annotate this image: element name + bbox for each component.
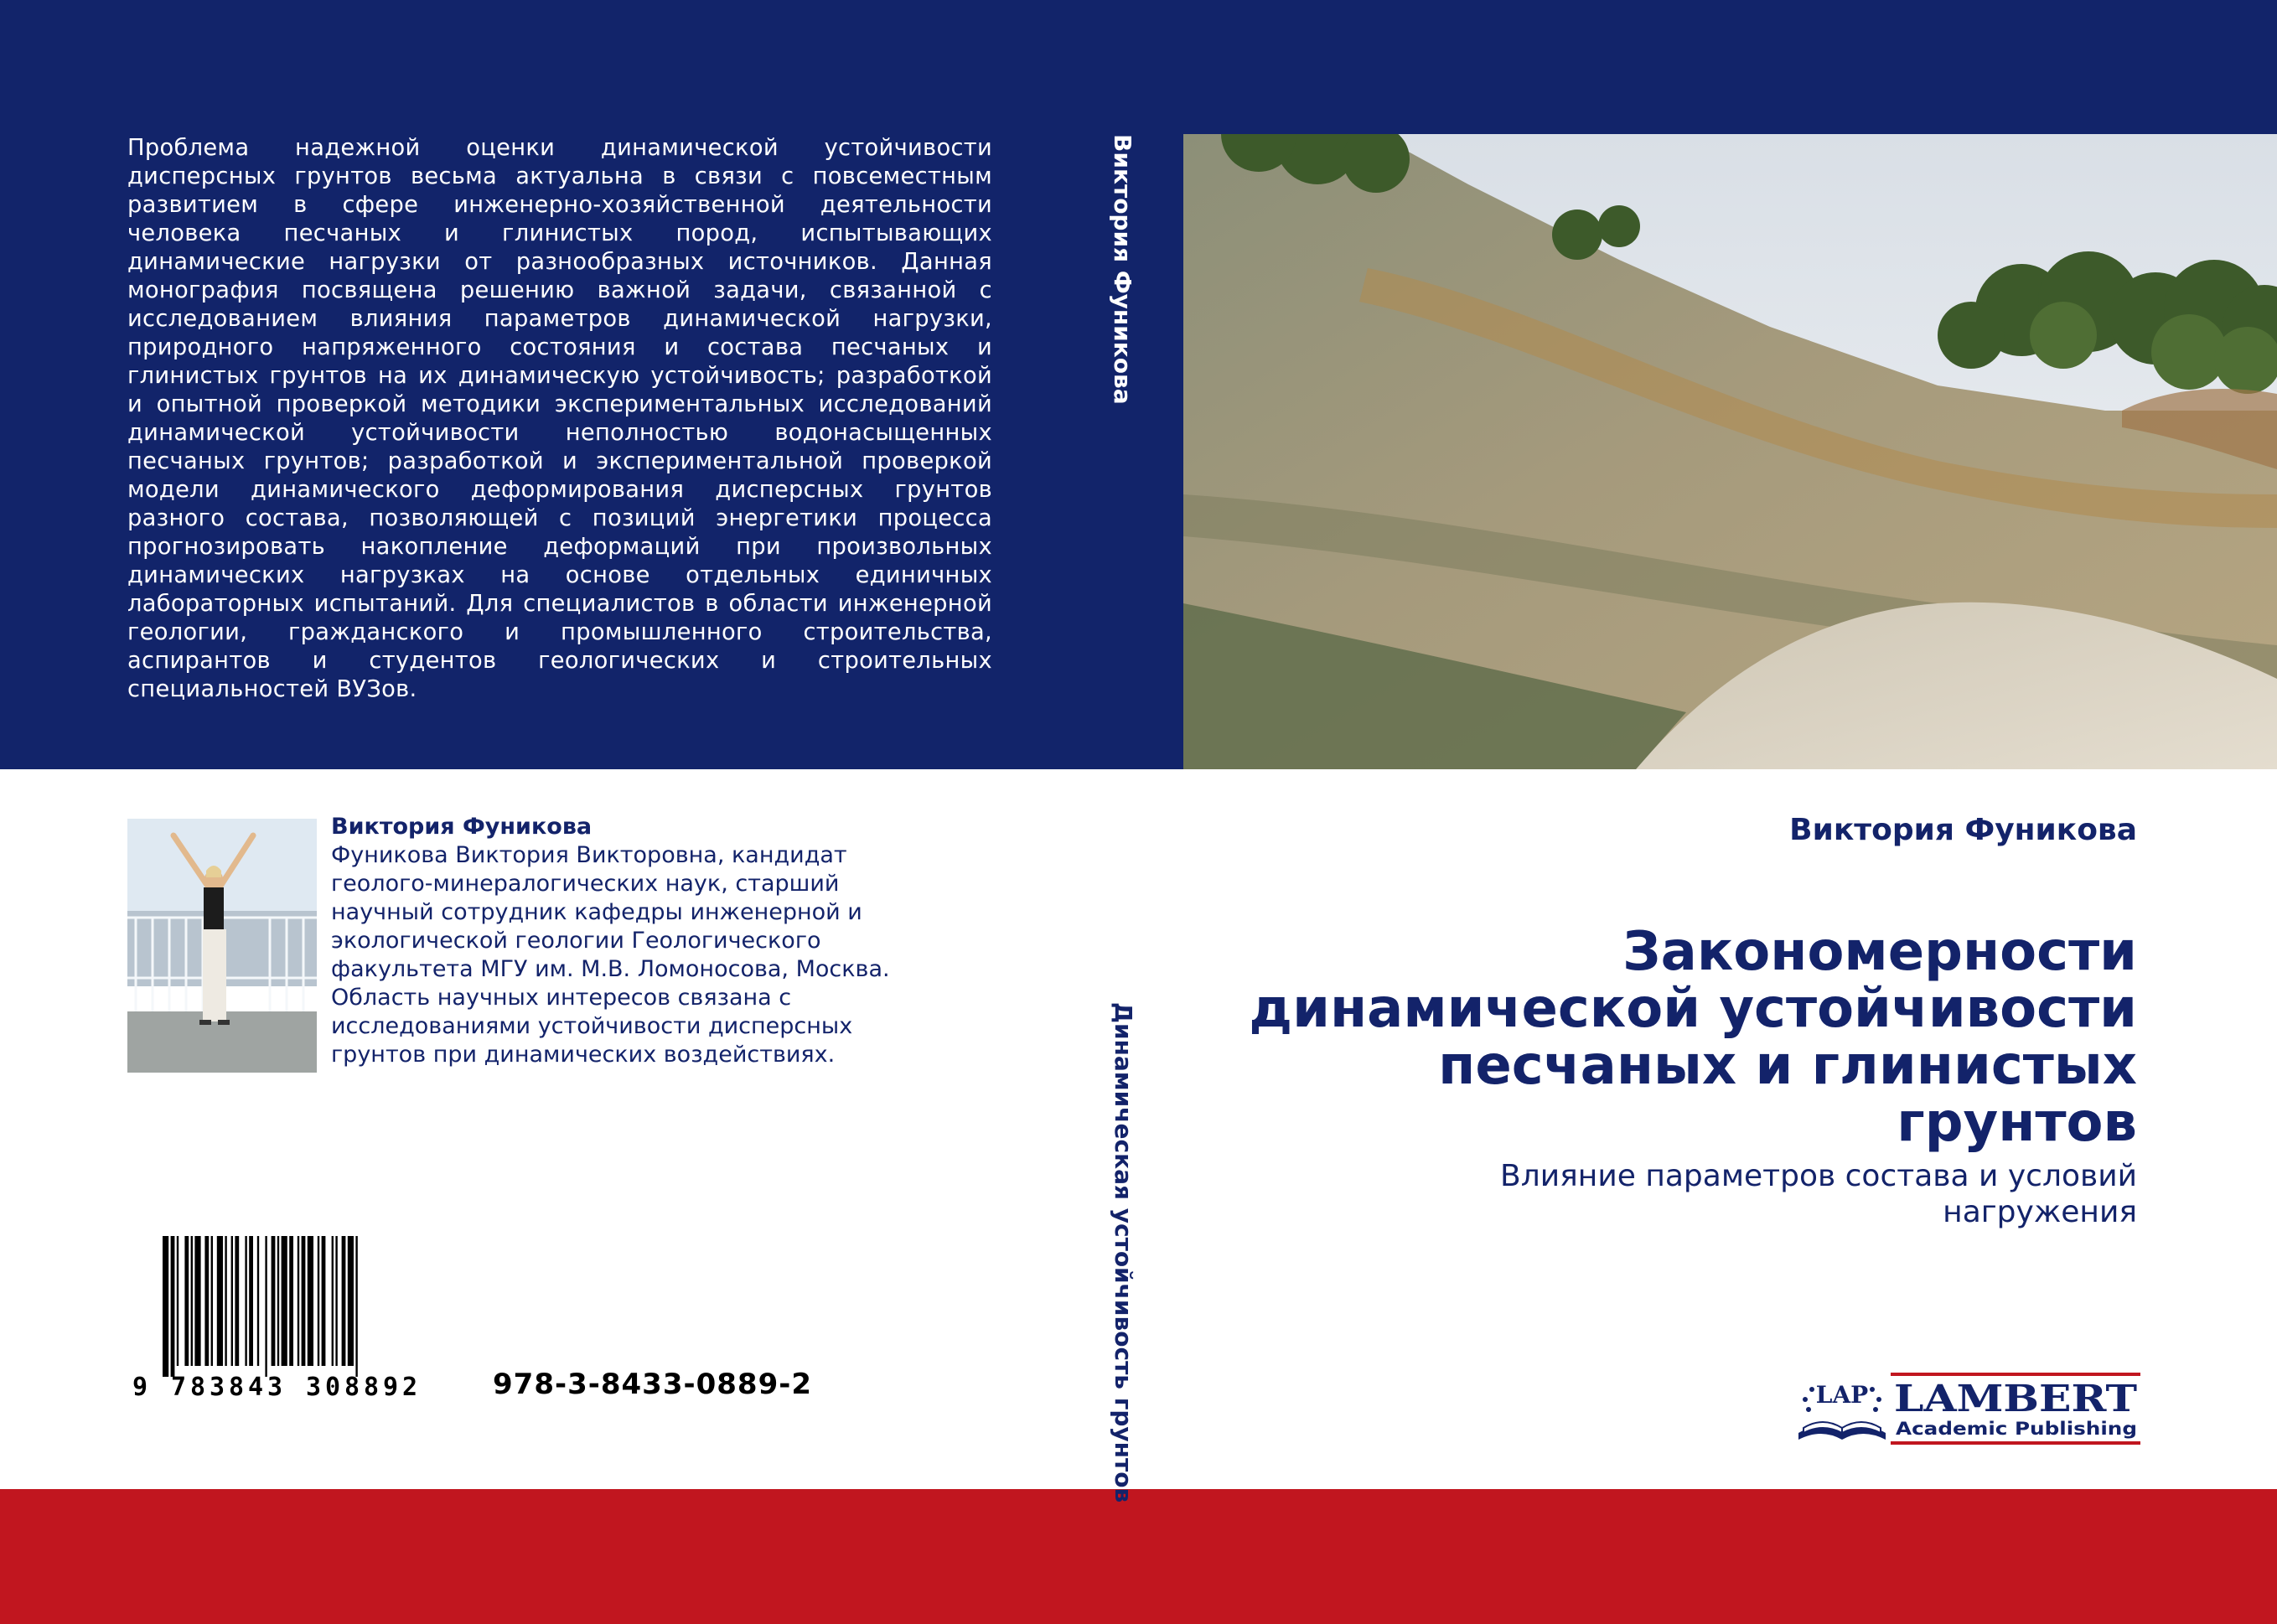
barcode-bar bbox=[302, 1236, 306, 1366]
barcode-bar bbox=[277, 1236, 279, 1366]
svg-text:LAP: LAP bbox=[1815, 1381, 1869, 1409]
spine-author: Виктория Фуникова bbox=[1109, 134, 1136, 405]
bottom-red-band bbox=[0, 1489, 2277, 1624]
barcode-bar bbox=[335, 1236, 337, 1366]
barcode-bar bbox=[245, 1236, 246, 1366]
barcode-bar bbox=[163, 1236, 168, 1377]
barcode-bar bbox=[211, 1236, 213, 1366]
publisher-name: LAMBERT bbox=[1894, 1378, 2138, 1420]
publisher-tagline: Academic Publishing bbox=[1896, 1419, 2137, 1439]
barcode-bar bbox=[348, 1236, 354, 1366]
barcode-bar bbox=[342, 1236, 346, 1366]
barcode-bar bbox=[265, 1236, 267, 1377]
author-photo bbox=[127, 819, 317, 1073]
isbn-barcode bbox=[126, 1236, 461, 1404]
barcode-bar bbox=[282, 1236, 287, 1366]
front-subtitle: Влияние параметров состава и условий нагружения bbox=[1500, 1159, 2137, 1229]
back-cover-blurb: Проблема надежной оценки динамической устойчивости дисперсных грунтов весьма актуальна в связи с повсеместным развитием в сфере инженерно-хозяйственной деятельности человека песчаных и глинистых пород, испытывающих динамические нагрузки от разнообразных источников. Данная монография посвящена решению важной задачи, связанной с исследованием влияния параметров динамической нагрузки, природного напряженного состояния и состава песчаных и глинистых грунтов на их динамическую устойчивость; разработкой и опытной проверкой методики экспериментальных исследований динамической устойчивости неполностью водонасыщенных песчаных грунтов; разработкой и экспериментальной проверкой модели динамического деформирования дисперсных грунтов разного состава, позволяющей с позиций энергетики процесса прогнозировать накопление деформаций при произвольных динамических нагрузках на основе отдельных единичных лабораторных испытаний. Для специалистов в области инженерной геологии, гражданского и промышленного строительства, аспирантов и студентов геологических и строительных специальностей ВУЗов. bbox=[127, 135, 992, 702]
barcode-bar bbox=[217, 1236, 223, 1366]
lap-book-icon bbox=[1798, 1381, 1886, 1440]
barcode-bar bbox=[332, 1236, 334, 1366]
barcode-bar bbox=[184, 1236, 189, 1366]
barcode-bar bbox=[235, 1236, 239, 1366]
barcode-bar bbox=[225, 1236, 226, 1366]
barcode-bar bbox=[249, 1236, 253, 1366]
barcode-bar bbox=[171, 1236, 175, 1377]
barcode-bar bbox=[318, 1236, 319, 1366]
barcode-bar bbox=[355, 1236, 357, 1377]
barcode-bar bbox=[191, 1236, 193, 1366]
barcode-bar bbox=[231, 1236, 233, 1366]
barcode-bar bbox=[257, 1236, 259, 1366]
barcode-digits: 9 783843 308892 bbox=[132, 1373, 417, 1402]
barcode-bar bbox=[177, 1236, 179, 1366]
barcode-bar bbox=[194, 1236, 200, 1366]
barcode-bar bbox=[298, 1236, 299, 1366]
cover-photo-eroded-slope bbox=[1183, 134, 2277, 769]
barcode-bar bbox=[308, 1236, 313, 1366]
barcode-bar bbox=[204, 1236, 209, 1366]
author-bio-text: Фуникова Виктория Викторовна, кандидат геолого-минералогических наук, старший научный сотрудник кафедры инженерной и экологической геологии Геологического факультета МГУ им. М.В. Ломоносова, Москва. Область научных интересов связана с исследованиями устойчивости дисперсных грунтов при динамических воздействиях. bbox=[331, 842, 890, 1068]
barcode-bar bbox=[272, 1236, 276, 1366]
barcode-bar bbox=[289, 1236, 293, 1366]
author-bio-name: Виктория Фуникова bbox=[331, 814, 593, 840]
publisher-logo bbox=[1792, 1368, 2144, 1451]
barcode-bar bbox=[322, 1236, 326, 1366]
front-author: Виктория Фуникова bbox=[1789, 813, 2137, 847]
isbn-text: 978-3-8433-0889-2 bbox=[493, 1368, 812, 1401]
spine-title: Динамическая устойчивость грунтов bbox=[1110, 1002, 1137, 1503]
front-title: Закономерности динамической устойчивости песчаных и глинистых грунтов bbox=[1249, 921, 2137, 1154]
